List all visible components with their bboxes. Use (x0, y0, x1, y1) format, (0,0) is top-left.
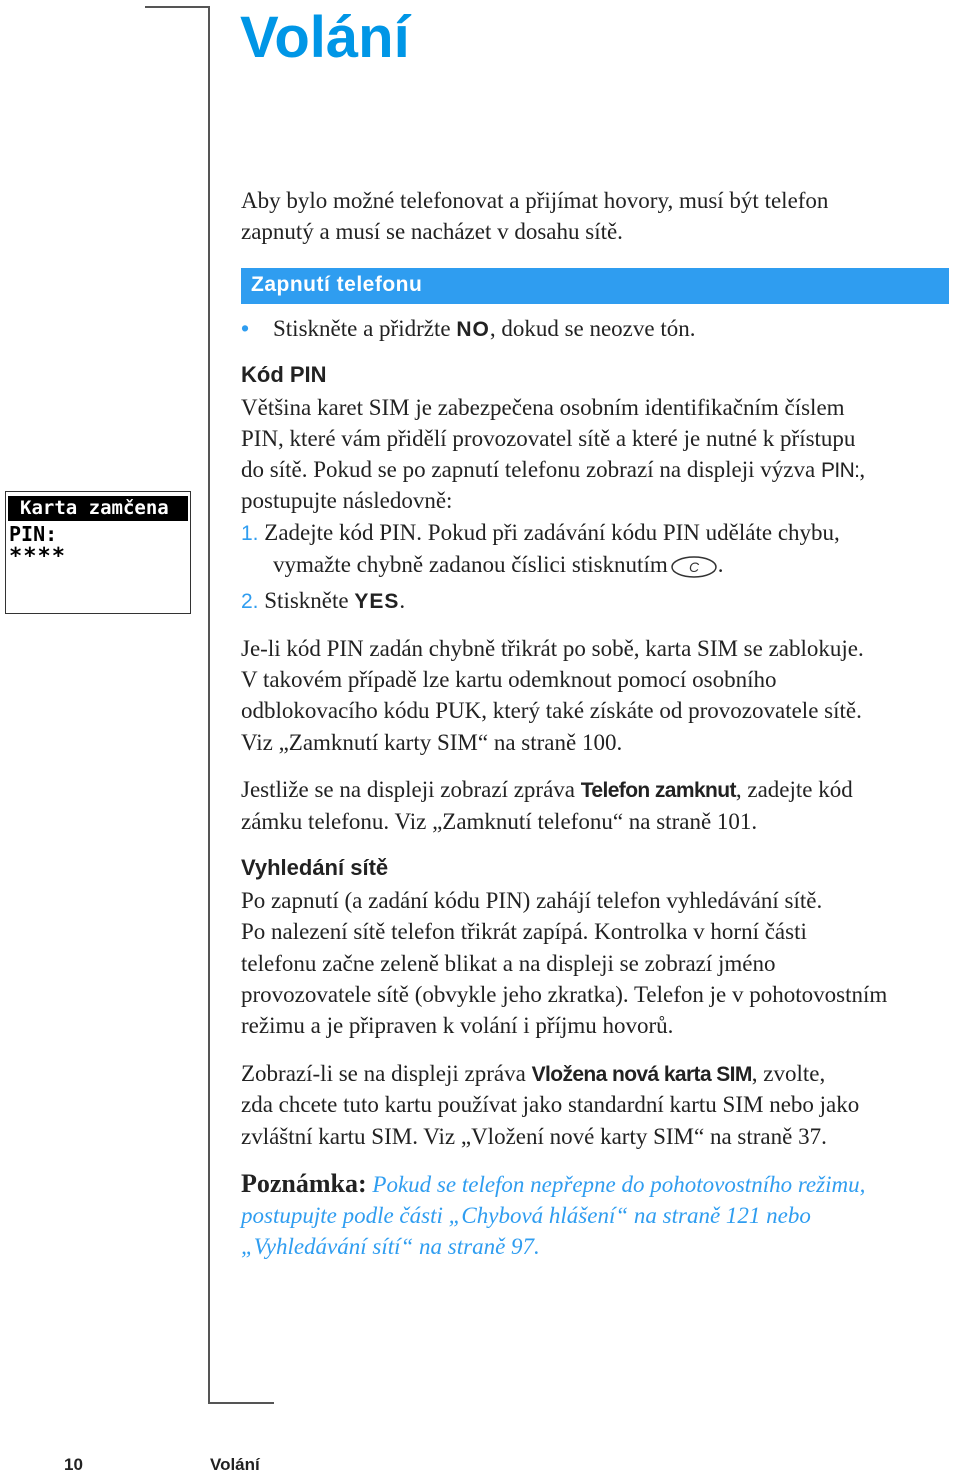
heading-network: Vyhledání sítě (241, 855, 389, 880)
margin-rule-bottom (208, 1402, 274, 1404)
network-line-3: telefonu začne zeleně blikat a na displeji se zobrazí jméno (241, 951, 776, 976)
pin-line-2: PIN, které vám přidělí provozovatel sítě a které je nutné k přístupu (241, 426, 856, 451)
sim-line-2: zda chcete tuto kartu používat jako standardní kartu SIM nebo jako (241, 1092, 860, 1117)
pin-block-line-2: V takovém případě lze kartu odemknout pomocí osobního (241, 667, 777, 692)
phone-display-pin-label: PIN: (9, 522, 58, 546)
sim-line-3: zvláštní kartu SIM. Viz „Vložení nové karty SIM“ na straně 37. (241, 1124, 827, 1149)
network-line-2: Po nalezení sítě telefon třikrát zapípá. Kontrolka v horní části (241, 919, 807, 944)
page-title: Volání (240, 5, 410, 70)
pin-block-line-3: odblokovacího kódu PUK, který také získáte od provozovatele sítě. (241, 698, 862, 723)
section-heading-power-on (241, 268, 949, 304)
section-heading-label: Zapnutí telefonu (251, 273, 423, 296)
footer-chapter-title: Volání (210, 1455, 260, 1474)
display-text-phone-locked: Telefon zamknut (580, 779, 736, 802)
phone-display-pin-mask: **** (9, 544, 66, 569)
intro-line-2: zapnutý a musí se nacházet v dosahu sítě. (241, 219, 623, 244)
phone-display-header: Karta zamčena (8, 496, 188, 521)
c-key-icon (670, 555, 718, 579)
display-text-new-sim: Vložena nová karta SIM (531, 1063, 752, 1086)
lock-line-2: zámku telefonu. Viz „Zamknutí telefonu“ na straně 101. (241, 809, 758, 834)
key-yes: YES (354, 590, 400, 613)
note-line-3: „Vyhledávání sítí“ na straně 97. (241, 1234, 540, 1259)
note-block (241, 1168, 865, 1262)
step-number: 2. (241, 590, 259, 613)
note-line-1: Poznámka: Pokud se telefon nepřepne do pohotovostního režimu, (241, 1169, 866, 1198)
lock-line-1: Jestliže se na displeji zobrazí zpráva Telefon zamknut, zadejte kód (241, 777, 853, 802)
margin-rule-vertical (208, 6, 210, 1404)
pin-line-4: postupujte následovně: (241, 488, 453, 513)
pin-block-line-4: Viz „Zamknutí karty SIM“ na straně 100. (241, 730, 623, 755)
pin-line-1: Většina karet SIM je zabezpečena osobním identifikačním číslem (241, 395, 845, 420)
key-no: NO (456, 318, 490, 341)
network-line-4: provozovatele sítě (obvykle jeho zkratka). Telefon je v pohotovostním (241, 982, 888, 1007)
pin-step-2: 2. Stiskněte YES. (241, 588, 406, 613)
footer-page-number: 10 (64, 1455, 83, 1474)
bullet-icon: • (241, 315, 250, 341)
margin-rule-top (145, 6, 210, 8)
pin-line-3: do sítě. Pokud se po zapnutí telefonu zobrazí na displeji výzva PIN:, (241, 457, 866, 482)
step-number: 1. (241, 522, 259, 545)
phone-display-illustration (5, 491, 191, 614)
power-on-instruction: Stiskněte a přidržte NO, dokud se neozve tón. (273, 316, 696, 341)
network-line-5: režimu a je připraven k volání i příjmu hovorů. (241, 1013, 674, 1038)
note-line-2: postupujte podle části „Chybová hlášení“ na straně 121 nebo (241, 1203, 811, 1228)
heading-pin: Kód PIN (241, 362, 327, 387)
intro-line-1: Aby bylo možné telefonovat a přijímat hovory, musí být telefon (241, 188, 829, 213)
pin-block-line-1: Je-li kód PIN zadán chybně třikrát po sobě, karta SIM se zablokuje. (241, 636, 864, 661)
pin-step-1: 1. Zadejte kód PIN. Pokud při zadávání kódu PIN uděláte chybu, (241, 520, 840, 545)
pin-step-1-cont: vymažte chybně zadanou číslici stisknutím C . (273, 552, 724, 577)
display-text-pin: PIN: (820, 459, 860, 482)
sim-line-1: Zobrazí-li se na displeji zpráva Vložena nová karta SIM, zvolte, (241, 1061, 826, 1086)
note-label: Poznámka: (241, 1169, 367, 1198)
network-line-1: Po zapnutí (a zadání kódu PIN) zahájí telefon vyhledávání sítě. (241, 888, 823, 913)
svg-text:C: C (688, 558, 699, 575)
